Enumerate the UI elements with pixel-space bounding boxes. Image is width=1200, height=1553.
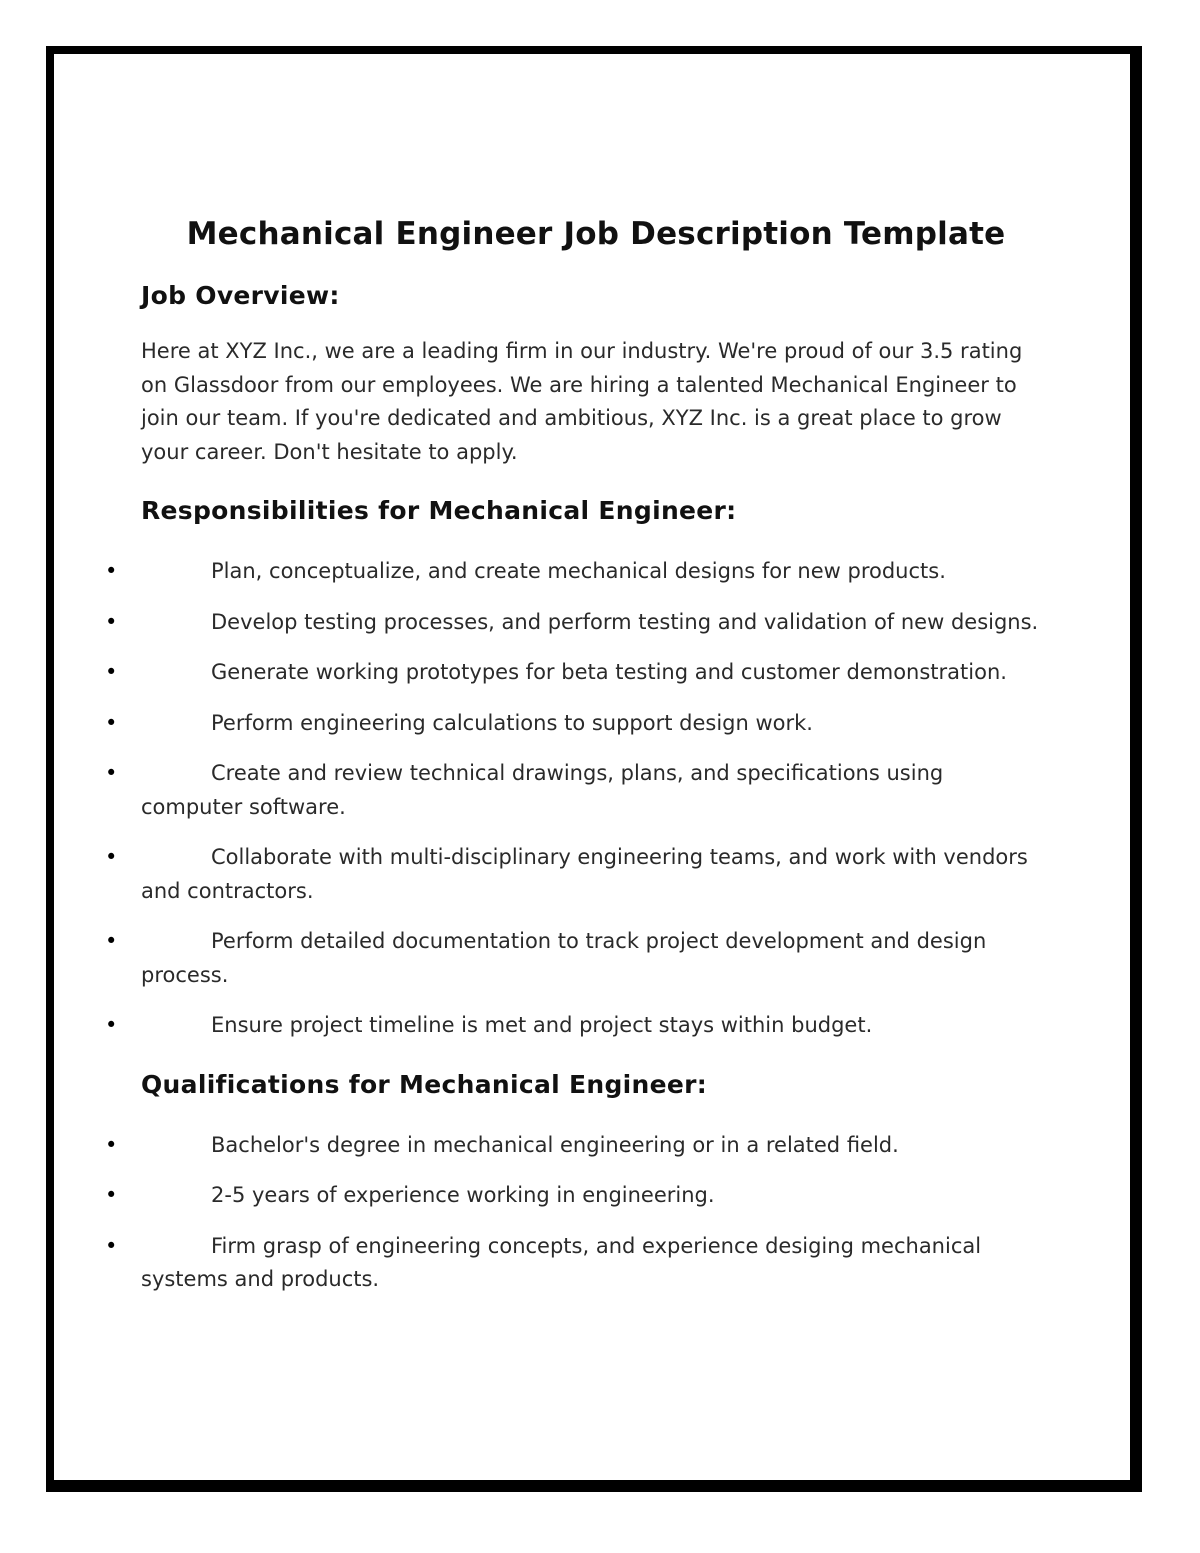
bullet-icon: • — [105, 559, 118, 583]
document-body — [105, 214, 1051, 1297]
list-item-text: Create and review technical drawings, plans, and specifications using computer software. — [141, 761, 944, 819]
bullet-icon: • — [105, 1183, 118, 1207]
list-item-text: Perform engineering calculations to support design work. — [211, 710, 813, 735]
list-item — [105, 1230, 1051, 1297]
list-item-text: Perform detailed documentation to track project development and design process. — [141, 929, 987, 987]
list-item-text: Bachelor's degree in mechanical engineering or in a related field. — [211, 1132, 899, 1157]
job-overview-text: Here at XYZ Inc., we are a leading firm in our industry. We're proud of our 3.5 rating on Glassdoor from our employees. We are hiring a talented Mechanical Engineer to join our team. If you're dedicated and ambitious, XYZ Inc. is a great place to grow your career. Don't hesitate to apply. — [141, 339, 1023, 464]
bullet-icon: • — [105, 929, 118, 953]
list-item — [105, 1179, 1051, 1213]
list-item-text: 2-5 years of experience working in engineering. — [211, 1183, 715, 1207]
list-item — [105, 606, 1051, 640]
job-overview-heading: Job Overview: — [141, 281, 340, 310]
bullet-icon: • — [105, 1013, 118, 1037]
list-item — [105, 555, 1051, 589]
responsibilities-heading: Responsibilities for Mechanical Engineer: — [141, 496, 737, 525]
list-item — [105, 841, 1051, 908]
list-item — [105, 925, 1051, 992]
list-item-text: Collaborate with multi-disciplinary engineering teams, and work with vendors and contractors. — [141, 845, 1028, 903]
list-item-text: Plan, conceptualize, and create mechanical designs for new products. — [211, 559, 946, 583]
qualifications-list — [105, 1129, 1051, 1297]
list-item — [105, 707, 1051, 741]
bullet-icon: • — [105, 1132, 118, 1157]
responsibilities-list — [105, 555, 1051, 1043]
bullet-icon: • — [105, 609, 118, 634]
list-item — [105, 1009, 1051, 1043]
bullet-icon: • — [105, 660, 118, 684]
bullet-icon: • — [105, 710, 118, 735]
list-item-text: Firm grasp of engineering concepts, and experience desiging mechanical systems and products. — [141, 1233, 982, 1291]
list-item — [105, 1129, 1051, 1163]
list-item — [105, 757, 1051, 824]
bullet-icon: • — [105, 761, 118, 785]
list-item — [105, 656, 1051, 690]
list-item-text: Generate working prototypes for beta testing and customer demonstration. — [211, 660, 1007, 684]
list-item-text: Ensure project timeline is met and project stays within budget. — [211, 1013, 873, 1037]
qualifications-heading: Qualifications for Mechanical Engineer: — [141, 1069, 708, 1099]
bullet-icon: • — [105, 845, 118, 869]
list-item-text: Develop testing processes, and perform testing and validation of new designs. — [211, 609, 1039, 634]
bullet-icon: • — [105, 1233, 118, 1258]
document-title: Mechanical Engineer Job Description Template — [186, 216, 1006, 252]
